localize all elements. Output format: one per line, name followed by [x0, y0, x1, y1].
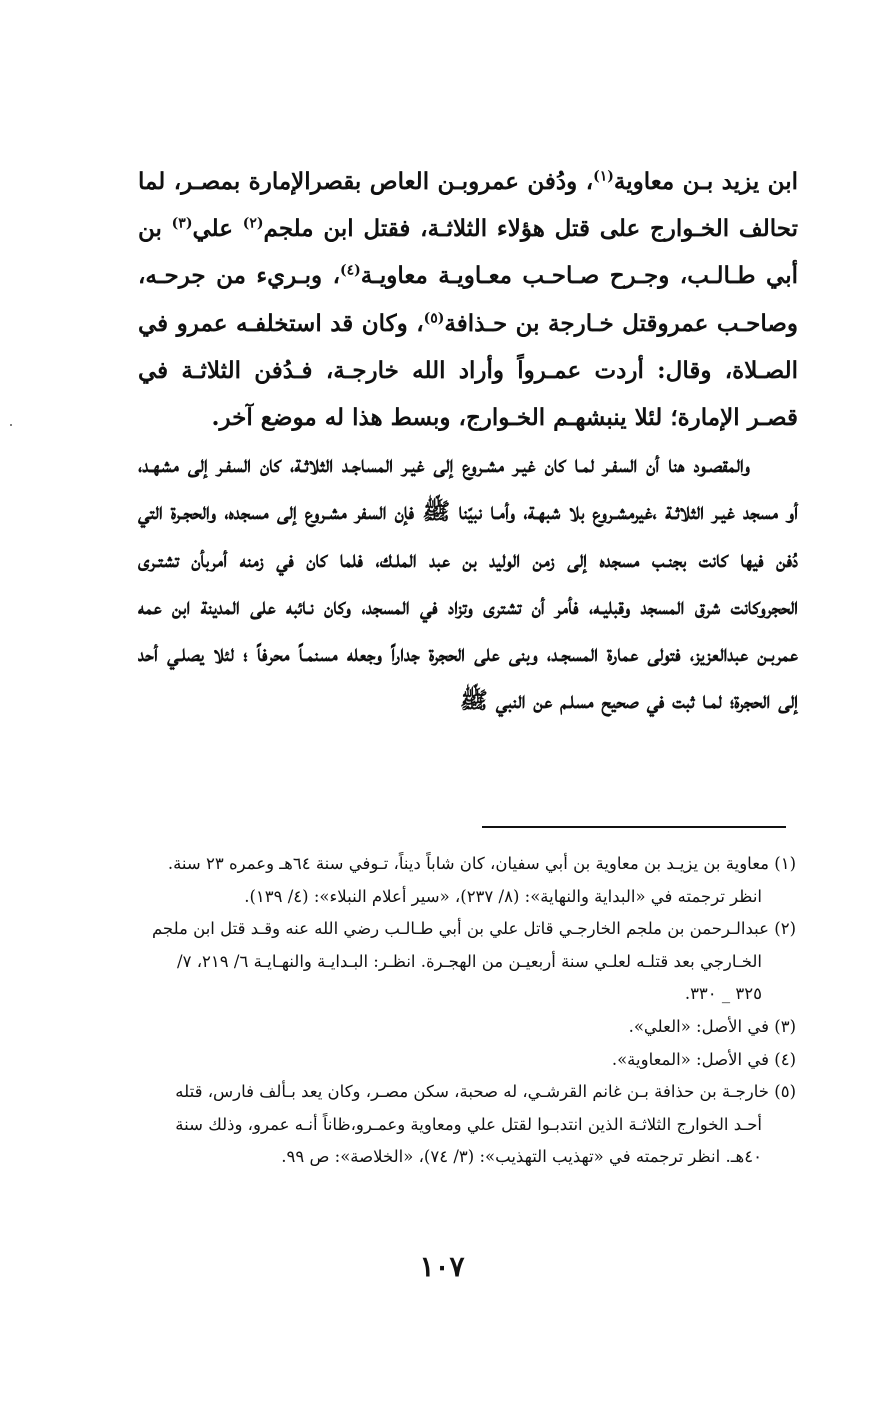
p1-text-b: ، ودُفن عمروبـن العاص بقصرالإمارة بمصـر، لما تحالف الخـوارج على قتل هؤلاء الثلاثـة، فقتل ابن ملجم — [138, 168, 799, 243]
p1-text-e: ، وبـريء من جرحـه، وصاحـب عمروقتل خـارجة بن حـذافة — [138, 262, 798, 337]
page-number: ١٠٧ — [419, 1250, 465, 1283]
scan-speck — [10, 424, 12, 426]
footnote-3: (٣) في الأصل: «العلي». — [628, 1016, 796, 1036]
p1-text-d: بن أبي طـالـب، وجـرح صـاحـب معـاويـة معاويـة — [138, 215, 798, 290]
footnote-ref-2: (٢) — [242, 215, 264, 232]
footnote-4: (٤) في الأصل: «المعاوية». — [611, 1049, 796, 1069]
p1-text-a: ابن يزيد بـن معاوية — [613, 168, 798, 195]
footnotes — [148, 848, 796, 1174]
paragraph-2: والمقصـود هنا أن السفـر لمـا كان غيـر مشـروع إلى غيـر المساجـد الثلاثـة، كان السفـر إلى مشهـد، أو مسجد غيـر الثلاثـة ،غيرمشـروع بلا شبهـة، وأمـا نبيّنا ﷺ فإن السفر مشـروع إلى مسجده، والحجـرة التي دُفن فيها كانت بجنـب مسجده إلى زمن الوليد بن عبد الملـك، فلما كان في زمنه أمربأن تشتـرى الحجروكانت شرق المسجد وقبليـه، فأمر أن تشترى وتزاد في المسجد، وكان نـائبه على المدينة ابن عمه عمربـن عبدالعزيز، فتولى عمارة المسجـد، وبنى على الحجرة جداراً وجعله مسنمـاً محرفاً ؛ لئلا يصلـي أحد إلى الحجرة؛ لمـا ثبت في صحيح مسلـم عن النبي ﷺ — [138, 451, 798, 715]
footnote-ref-4: (٤) — [340, 262, 361, 279]
footnote-5: (٥) خارجـة بن حذافة بـن غانم القرشـي، له صحبة، سكن مصـر، وكان يعد بـألف فارس، قتله أحـد الخوارج الثلاثـة الذين انتدبـوا لقتل علي ومعاوية وعمـرو،ظاناً أنـه عمرو، وذلك سنة ٤٠هـ. انظر ترجمته في «تهذيب التهذيب»: (٣/ ٧٤)، «الخلاصة»: ص ٩٩. — [175, 1082, 796, 1167]
footnote-ref-5: (٥) — [423, 309, 445, 326]
p1-text-f: ، وكان قد استخلفـه عمرو في الصـلاة، وقال: أردت عمـرواً وأراد الله خارجـة، فـدُفن الثلاثـة في قصـر الإمارة؛ لئلا ينبشهـم الخـوارج، وبسط هذا له موضع آخر. — [138, 309, 798, 432]
paragraph-1 — [138, 158, 798, 441]
footnote-ref-3: (٣) — [171, 215, 193, 232]
footnote-2: (٢) عبدالـرحمن بن ملجم الخارجـي قاتل علي بن أبي طـالـب رضي الله عنه وقـد قتل ابن ملجم الخـارجي بعد قتلـه لعلـي سنة أربعيـن من الهجـرة. انظـر: البـدايـة والنهـايـة ٦/ ٢١٩، ٧/ ٣٢٥ _ ٣٣٠. — [151, 919, 796, 1004]
footnote-ref-1: (١) — [593, 168, 614, 185]
footnote-1: (١) معاوية بن يزيـد بن معاوية بن أبي سفيان، كان شاباً ديناً، تـوفي سنة ٦٤هـ وعمره ٢٣ سنة. انظر ترجمته في «البداية والنهاية»: (٨/ ٢٣٧)، «سير أعلام النبلاء»: (٤/ ١٣٩). — [167, 854, 796, 906]
p1-text-c: علي — [192, 215, 243, 243]
footnote-separator — [482, 826, 786, 828]
main-text — [138, 158, 798, 724]
